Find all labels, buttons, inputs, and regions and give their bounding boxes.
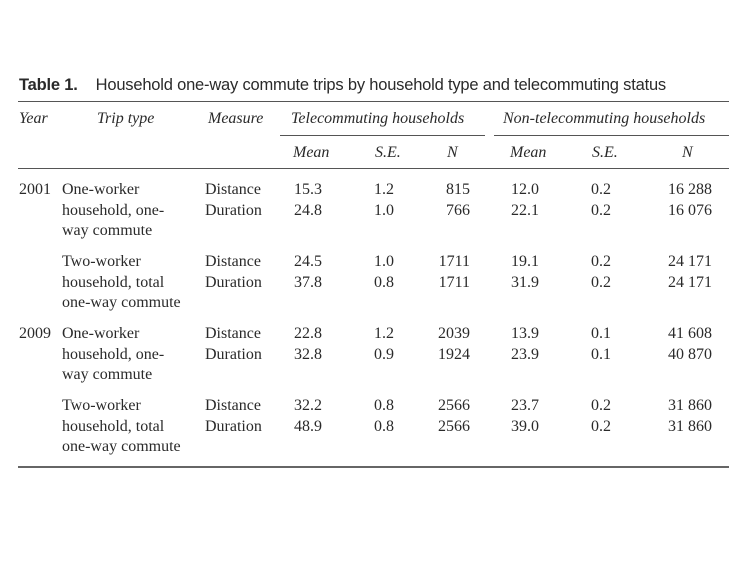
- subheader-tele-mean: Mean: [293, 144, 330, 161]
- cell-nontele-n: 31 860: [668, 417, 712, 435]
- row-trip-type-line: Two-worker: [62, 397, 141, 414]
- header-year: Year: [19, 110, 48, 127]
- group-rule-telecommuting: [280, 135, 485, 136]
- cell-tele-mean: 32.8: [294, 345, 322, 363]
- subheader-nontele-n: N: [682, 144, 693, 161]
- row-trip-type-line: household, one-: [62, 345, 165, 363]
- cell-nontele-se: 0.1: [591, 345, 611, 363]
- header-group-telecommuting: Telecommuting households: [291, 110, 465, 127]
- subheader-nontele-se: S.E.: [592, 144, 618, 161]
- caption-label: Table 1.: [19, 76, 78, 94]
- cell-nontele-se: 0.2: [591, 273, 611, 291]
- cell-nontele-se: 0.2: [591, 417, 611, 435]
- cell-nontele-se: 0.2: [591, 253, 611, 270]
- cell-nontele-se: 0.1: [591, 325, 611, 342]
- row-measure: Distance: [205, 181, 261, 198]
- cell-tele-se: 0.8: [374, 417, 394, 435]
- row-trip-type-line: One-worker: [62, 181, 140, 198]
- row-measure: Distance: [205, 397, 261, 414]
- subheader-tele-se: S.E.: [375, 144, 401, 161]
- cell-tele-n: 2566: [438, 417, 470, 435]
- cell-tele-n: 766: [446, 201, 470, 219]
- row-trip-type-line: household, total: [62, 273, 165, 291]
- row-trip-type-line: household, total: [62, 417, 165, 435]
- header-measure: Measure: [208, 110, 264, 127]
- row-trip-type-line: household, one-: [62, 201, 165, 219]
- row-measure: Duration: [205, 345, 262, 363]
- cell-tele-se: 1.2: [374, 181, 394, 198]
- cell-nontele-n: 31 860: [668, 397, 712, 414]
- cell-nontele-mean: 13.9: [511, 325, 539, 342]
- cell-nontele-se: 0.2: [591, 201, 611, 219]
- cell-nontele-mean: 22.1: [511, 201, 539, 219]
- cell-tele-mean: 37.8: [294, 273, 322, 291]
- cell-tele-n: 2039: [438, 325, 470, 342]
- cell-nontele-mean: 12.0: [511, 181, 539, 198]
- cell-tele-mean: 32.2: [294, 397, 322, 414]
- cell-tele-n: 1711: [438, 273, 470, 291]
- row-trip-type-line: way commute: [62, 222, 153, 239]
- cell-nontele-mean: 31.9: [511, 273, 539, 291]
- row-trip-type-line: Two-worker: [62, 253, 141, 270]
- cell-tele-n: 815: [446, 181, 470, 198]
- cell-nontele-mean: 23.7: [511, 397, 539, 414]
- table-caption: [19, 76, 666, 95]
- row-year: 2001: [19, 181, 51, 198]
- cell-tele-se: 1.0: [374, 201, 394, 219]
- header-trip-type: Trip type: [97, 110, 155, 127]
- cell-nontele-mean: 23.9: [511, 345, 539, 363]
- cell-tele-mean: 24.8: [294, 201, 322, 219]
- cell-tele-mean: 24.5: [294, 253, 322, 270]
- row-measure: Distance: [205, 253, 261, 270]
- cell-tele-mean: 22.8: [294, 325, 322, 342]
- cell-nontele-mean: 39.0: [511, 417, 539, 435]
- cell-tele-se: 0.8: [374, 273, 394, 291]
- cell-nontele-mean: 19.1: [511, 253, 539, 270]
- subheader-nontele-mean: Mean: [510, 144, 547, 161]
- row-measure: Distance: [205, 325, 261, 342]
- row-measure: Duration: [205, 273, 262, 291]
- table-top-rule: [18, 101, 729, 102]
- cell-nontele-n: 24 171: [668, 253, 712, 270]
- row-trip-type-line: one-way commute: [62, 438, 181, 455]
- row-measure: Duration: [205, 417, 262, 435]
- table-bottom-rule: [18, 466, 729, 468]
- cell-nontele-n: 16 288: [668, 181, 712, 198]
- row-measure: Duration: [205, 201, 262, 219]
- cell-nontele-n: 41 608: [668, 325, 712, 342]
- header-bottom-rule: [18, 168, 729, 169]
- cell-tele-se: 1.0: [374, 253, 394, 270]
- cell-nontele-n: 40 870: [668, 345, 712, 363]
- row-year: 2009: [19, 325, 51, 342]
- cell-nontele-se: 0.2: [591, 181, 611, 198]
- cell-tele-mean: 15.3: [294, 181, 322, 198]
- row-trip-type-line: one-way commute: [62, 294, 181, 311]
- cell-tele-se: 1.2: [374, 325, 394, 342]
- subheader-tele-n: N: [447, 144, 458, 161]
- cell-nontele-n: 16 076: [668, 201, 712, 219]
- cell-tele-mean: 48.9: [294, 417, 322, 435]
- caption-text: Household one-way commute trips by household type and telecommuting status: [95, 76, 666, 94]
- group-rule-non-telecommuting: [494, 135, 729, 136]
- cell-nontele-n: 24 171: [668, 273, 712, 291]
- cell-tele-n: 1924: [438, 345, 470, 363]
- cell-tele-n: 2566: [438, 397, 470, 414]
- row-trip-type-line: way commute: [62, 366, 153, 383]
- cell-tele-n: 1711: [438, 253, 470, 270]
- cell-nontele-se: 0.2: [591, 397, 611, 414]
- cell-tele-se: 0.8: [374, 397, 394, 414]
- cell-tele-se: 0.9: [374, 345, 394, 363]
- row-trip-type-line: One-worker: [62, 325, 140, 342]
- header-group-non-telecommuting: Non-telecommuting households: [503, 110, 706, 127]
